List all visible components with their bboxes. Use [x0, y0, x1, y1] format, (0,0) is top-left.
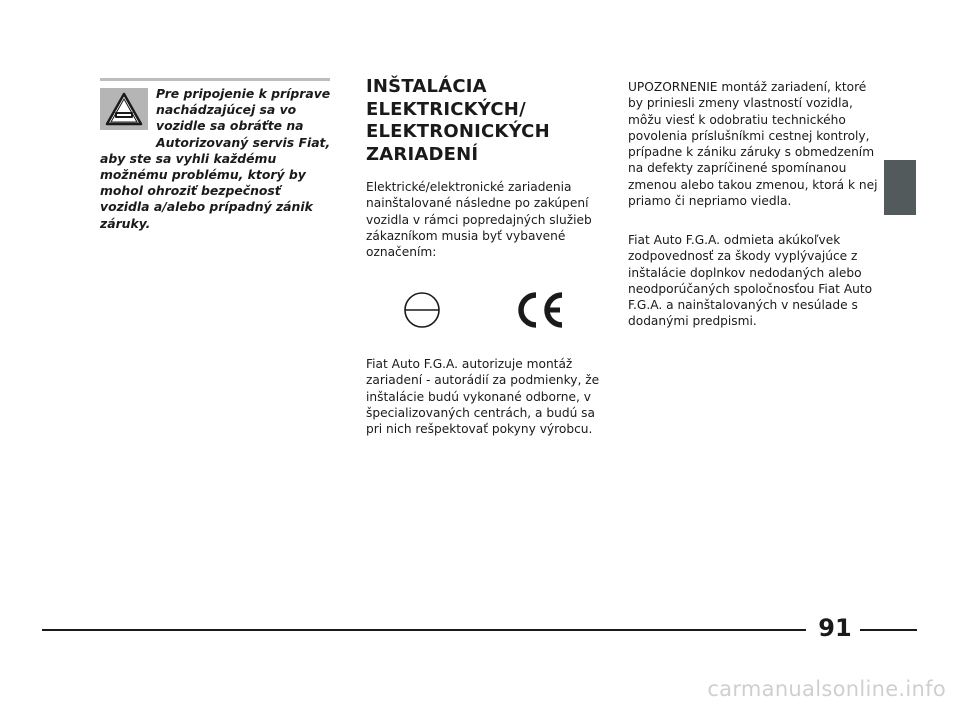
chapter-side-tab — [884, 160, 916, 215]
section-heading: INŠTALÁCIA ELEKTRICKÝCH/ ELEKTRONICKÝCH ZARIADENÍ — [366, 76, 550, 165]
warning-top-rule — [100, 78, 330, 81]
page-number: 91 — [818, 614, 852, 642]
watermark: carmanualsonline.info — [707, 677, 946, 701]
warning-text-block — [100, 86, 332, 232]
ce-mark-icon — [514, 289, 566, 331]
section-paragraph-1: Elektrické/elektronické zariadenia nainštalované následne po zakúpení vozidla v rámci popredajných služieb zákazníkom musia byť vybavené označením: — [366, 180, 592, 260]
footer-rule-right — [860, 629, 917, 631]
disclaimer-paragraph: Fiat Auto F.G.A. odmieta akúkoľvek zodpovednosť za škody vyplývajúce z inštalácie doplnkov nedodaných alebo neodporúčaných spoločnosťou Fiat Auto F.G.A. a nainštalovaných v nesúlade s dodanými predpismi. — [628, 233, 873, 329]
e-mark-icon — [402, 290, 442, 330]
warning-text: Pre pripojenie k príprave nachádzajúcej sa vo vozidle sa obráťte na Autorizovaný servis Fiat, aby ste sa vyhli každému možnému problému, ktorý by mohol ohroziť bezpečnosť vozidla a/alebo prípadný zánik záruky. — [100, 86, 331, 231]
footer-rule-left — [42, 629, 806, 631]
warning-note-paragraph: UPOZORNENIE montáž zariadení, ktoré by priniesli zmeny vlastností vozidla, môžu viesť k odobratiu technického povolenia príslušníkmi cestnej kontroly, prípadne k zániku záruky s obmedzením na defekty zapríčinené spomínanou zmenou alebo takou zmenou, ktorá k nej priamo či nepriamo viedla. — [628, 80, 878, 209]
section-paragraph-2: Fiat Auto F.G.A. autorizuje montáž zariadení - autorádií za podmienky, že inštalácie budú vykonané odborne, v špecializovaných centrách, a budú sa pri nich rešpektovať pokyny výrobcu. — [366, 357, 600, 437]
